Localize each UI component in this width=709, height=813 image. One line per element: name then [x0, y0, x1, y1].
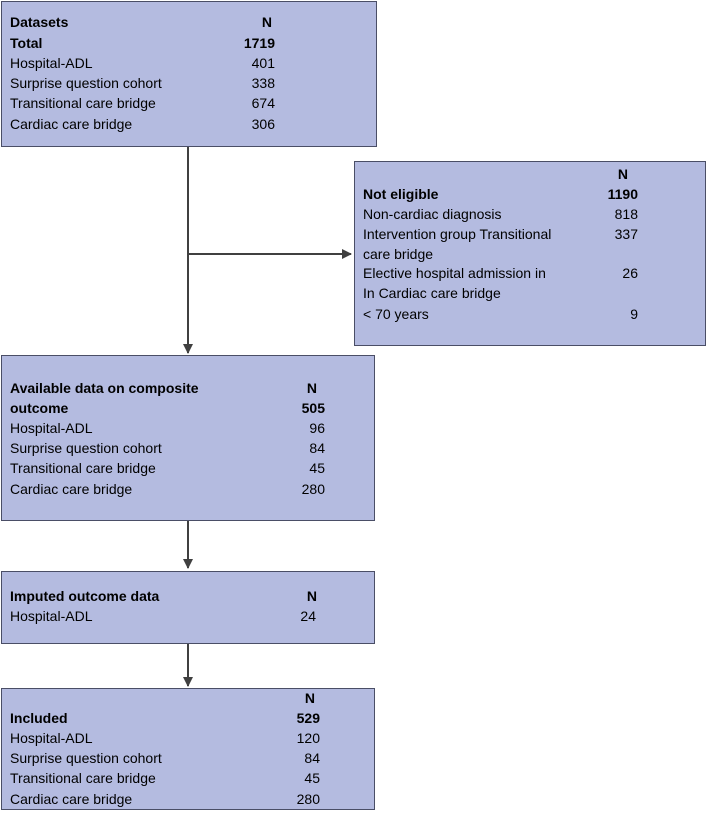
datasets-box: Datasets N Total 1719 Hospital-ADL 401 Surprise question cohort 338 Transitional care bridge 674 Cardiac care bridge 306 — [1, 1, 377, 147]
included-box: N Included 529 Hospital-ADL 120 Surprise question cohort 84 Transitional care bridge 45 Cardiac care bridge 280 — [1, 688, 375, 810]
imputed-box: Imputed outcome data N Hospital-ADL 24 — [1, 571, 375, 644]
not-eligible-box: N Not eligible 1190 Non-cardiac diagnosis 818 Intervention group Transitional 337 care bridge Elective hospital admission in 26 In Cardiac care bridge < 70 years 9 — [354, 161, 706, 346]
available-title-line1: Available data on composite — [10, 380, 199, 396]
datasets-header-label: Datasets — [10, 14, 69, 30]
datasets-header-n: N — [261, 14, 272, 30]
imputed-header-n: N — [306, 588, 317, 604]
available-total-n: 505 — [301, 400, 325, 416]
available-box: Available data on composite N outcome 505 Hospital-ADL 96 Surprise question cohort 84 Transitional care bridge 45 Cardiac care bridge 280 — [1, 355, 375, 521]
included-title: Included — [10, 710, 68, 726]
not-eligible-header-n: N — [617, 166, 628, 182]
datasets-total-label: Total — [10, 35, 43, 51]
datasets-total-n: 1719 — [243, 35, 275, 51]
available-title-line2: outcome — [10, 400, 69, 416]
included-header-n: N — [304, 690, 315, 706]
not-eligible-total-n: 1190 — [607, 186, 638, 202]
available-header-n: N — [306, 380, 317, 396]
imputed-title: Imputed outcome data — [10, 588, 160, 604]
not-eligible-title: Not eligible — [363, 186, 439, 202]
included-total-n: 529 — [296, 710, 320, 726]
